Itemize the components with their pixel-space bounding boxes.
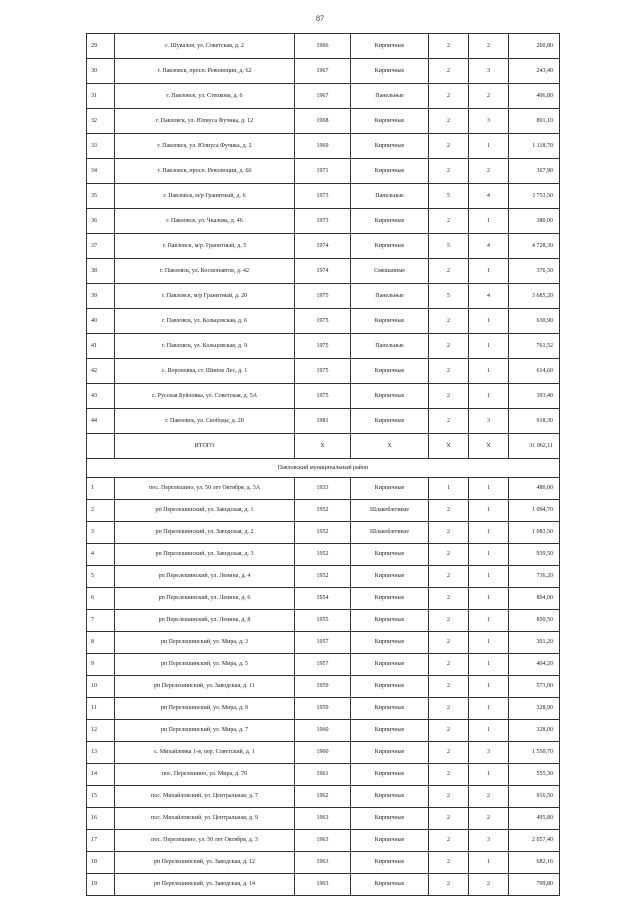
floors-cell: 2 (429, 830, 469, 852)
entrances-cell: 1 (469, 522, 509, 544)
area-cell: 1 118,70 (509, 134, 560, 159)
row-number-cell: 29 (87, 34, 115, 59)
floors-cell: 2 (429, 384, 469, 409)
material-cell: Панельные (351, 284, 429, 309)
entrances-cell: 1 (469, 566, 509, 588)
year-cell: 1955 (295, 610, 351, 632)
area-cell: 404,20 (509, 654, 560, 676)
address-cell: рп Перелешинский, ул. Ленина, д. 8 (115, 610, 295, 632)
table-row (87, 409, 560, 434)
year-cell: 1963 (295, 808, 351, 830)
floors-cell: 2 (429, 109, 469, 134)
section-title: Павловский муниципальный район (87, 459, 560, 478)
table-row (87, 852, 560, 874)
year-cell: 1974 (295, 234, 351, 259)
row-number-cell: 38 (87, 259, 115, 284)
area-cell: 614,60 (509, 359, 560, 384)
year-cell: 1967 (295, 59, 351, 84)
year-cell: 1952 (295, 500, 351, 522)
entrances-cell: 1 (469, 720, 509, 742)
table-row (87, 209, 560, 234)
area-cell: 1 083,50 (509, 522, 560, 544)
entrances-cell: 3 (469, 109, 509, 134)
table-row (87, 284, 560, 309)
row-number-cell: 17 (87, 830, 115, 852)
year-cell: 1962 (295, 786, 351, 808)
table-row (87, 874, 560, 896)
floors-cell: 2 (429, 742, 469, 764)
total-year: X (295, 434, 351, 459)
entrances-cell: 1 (469, 764, 509, 786)
material-cell: Кирпичные (351, 742, 429, 764)
table-row (87, 500, 560, 522)
table-row (87, 109, 560, 134)
area-cell: 3 753,50 (509, 184, 560, 209)
table-row (87, 478, 560, 500)
area-cell: 939,50 (509, 544, 560, 566)
floors-cell: 2 (429, 334, 469, 359)
row-number-cell: 19 (87, 874, 115, 896)
row-number-cell: 5 (87, 566, 115, 588)
entrances-cell: 1 (469, 610, 509, 632)
material-cell: Кирпичные (351, 720, 429, 742)
row-number-cell: 37 (87, 234, 115, 259)
area-cell: 682,16 (509, 852, 560, 874)
year-cell: 1973 (295, 184, 351, 209)
table-row (87, 84, 560, 109)
address-cell: г. Павловск, ул. Кольцовская, д. 6 (115, 309, 295, 334)
floors-cell: 2 (429, 359, 469, 384)
table-row (87, 566, 560, 588)
entrances-cell: 1 (469, 334, 509, 359)
material-cell: Панельные (351, 334, 429, 359)
area-cell: 406,80 (509, 84, 560, 109)
address-cell: г. Павловск, ул. Чкалова, д. 46 (115, 209, 295, 234)
table-row (87, 654, 560, 676)
year-cell: 1971 (295, 159, 351, 184)
year-cell: 1975 (295, 384, 351, 409)
year-cell: 1973 (295, 209, 351, 234)
entrances-cell: 1 (469, 632, 509, 654)
floors-cell: 2 (429, 544, 469, 566)
entrances-cell: 1 (469, 209, 509, 234)
entrances-cell: 3 (469, 59, 509, 84)
material-cell: Кирпичные (351, 478, 429, 500)
address-cell: г. Павловск, просп. Революции, д. 66 (115, 159, 295, 184)
address-cell: г. Павловск, м/р. Гранитный, д. 5 (115, 234, 295, 259)
row-number-cell: 15 (87, 786, 115, 808)
area-cell: 916,50 (509, 786, 560, 808)
material-cell: Кирпичные (351, 808, 429, 830)
row-number-cell: 12 (87, 720, 115, 742)
row-number-cell: 11 (87, 698, 115, 720)
area-cell: 4 728,30 (509, 234, 560, 259)
table-row (87, 830, 560, 852)
floors-cell: 2 (429, 59, 469, 84)
entrances-cell: 2 (469, 84, 509, 109)
table-row (87, 698, 560, 720)
area-cell: 376,50 (509, 259, 560, 284)
year-cell: 1963 (295, 852, 351, 874)
floors-cell: 2 (429, 852, 469, 874)
address-cell: пос. Перелешино, ул. Мира, д. 70 (115, 764, 295, 786)
entrances-cell: 2 (469, 808, 509, 830)
address-cell: г. Павловск, м/р Гранитный, д. 6 (115, 184, 295, 209)
address-cell: рп Перелешинский, ул. Заводская, д. 3 (115, 544, 295, 566)
row-number-cell: 33 (87, 134, 115, 159)
table-row (87, 184, 560, 209)
row-number-cell: 14 (87, 764, 115, 786)
address-cell: рп Перелешинский, ул. Ленина, д. 6 (115, 588, 295, 610)
entrances-cell: 3 (469, 742, 509, 764)
area-cell: 1 094,70 (509, 500, 560, 522)
floors-cell: 2 (429, 500, 469, 522)
area-cell: 495,80 (509, 808, 560, 830)
row-number-cell: 31 (87, 84, 115, 109)
floors-cell: 2 (429, 588, 469, 610)
address-cell: с. Михайловка 1-я, пер. Советский, д. 1 (115, 742, 295, 764)
floors-cell: 2 (429, 786, 469, 808)
address-cell: рп Перелешинский, ул. Мира, д. 5 (115, 654, 295, 676)
entrances-cell: 3 (469, 409, 509, 434)
row-number-cell: 42 (87, 359, 115, 384)
floors-cell: 2 (429, 566, 469, 588)
row-number-cell: 40 (87, 309, 115, 334)
section-header-row (87, 459, 560, 478)
year-cell: 1969 (295, 134, 351, 159)
row-number-cell: 8 (87, 632, 115, 654)
address-cell: пос. Михайловский, ул. Центральная, д. 7 (115, 786, 295, 808)
table-row (87, 59, 560, 84)
entrances-cell: 1 (469, 544, 509, 566)
material-cell: Кирпичные (351, 654, 429, 676)
year-cell: 1974 (295, 259, 351, 284)
address-cell: рп Перелешинский, ул. Ленина, д. 4 (115, 566, 295, 588)
address-cell: рп Перелешинский, ул. Заводская, д. 2 (115, 522, 295, 544)
material-cell: Кирпичные (351, 234, 429, 259)
table-row (87, 610, 560, 632)
year-cell: 1975 (295, 334, 351, 359)
material-cell: Кирпичные (351, 134, 429, 159)
material-cell: Кирпичные (351, 830, 429, 852)
year-cell: 1975 (295, 309, 351, 334)
table-row (87, 720, 560, 742)
address-cell: рп Перелешинский, ул. Мира, д. 7 (115, 720, 295, 742)
table-row (87, 676, 560, 698)
row-number-cell: 44 (87, 409, 115, 434)
area-cell: 393,40 (509, 384, 560, 409)
row-number-cell: 32 (87, 109, 115, 134)
area-cell: 380,00 (509, 209, 560, 234)
entrances-cell: 2 (469, 874, 509, 896)
area-cell: 328,90 (509, 698, 560, 720)
table-row (87, 134, 560, 159)
total-spacer (87, 434, 115, 459)
area-cell: 243,40 (509, 59, 560, 84)
floors-cell: 2 (429, 654, 469, 676)
address-cell: г. Павловск, ул. Свободы, д. 20 (115, 409, 295, 434)
floors-cell: 2 (429, 409, 469, 434)
address-cell: г. Павловск, ул. Кольцовская, д. 9 (115, 334, 295, 359)
entrances-cell: 4 (469, 184, 509, 209)
area-cell: 573,00 (509, 676, 560, 698)
area-cell: 301,20 (509, 632, 560, 654)
year-cell: 1975 (295, 359, 351, 384)
floors-cell: 5 (429, 184, 469, 209)
material-cell: Кирпичные (351, 309, 429, 334)
year-cell: 1957 (295, 654, 351, 676)
area-cell: 3 685,20 (509, 284, 560, 309)
year-cell: 1960 (295, 720, 351, 742)
year-cell: 1957 (295, 632, 351, 654)
area-cell: 850,50 (509, 610, 560, 632)
floors-cell: 2 (429, 209, 469, 234)
table-row (87, 234, 560, 259)
year-cell: 1968 (295, 109, 351, 134)
row-number-cell: 9 (87, 654, 115, 676)
entrances-cell: 1 (469, 852, 509, 874)
entrances-cell: 1 (469, 698, 509, 720)
area-cell: 555,30 (509, 764, 560, 786)
entrances-cell: 1 (469, 134, 509, 159)
entrances-cell: 2 (469, 34, 509, 59)
table-row (87, 359, 560, 384)
total-entrances: X (469, 434, 509, 459)
year-cell: 1981 (295, 409, 351, 434)
area-cell: 799,80 (509, 874, 560, 896)
material-cell: Кирпичные (351, 588, 429, 610)
floors-cell: 2 (429, 522, 469, 544)
row-number-cell: 39 (87, 284, 115, 309)
floors-cell: 2 (429, 309, 469, 334)
entrances-cell: 1 (469, 309, 509, 334)
entrances-cell: 1 (469, 259, 509, 284)
material-cell: Кирпичные (351, 566, 429, 588)
material-cell: Кирпичные (351, 159, 429, 184)
row-number-cell: 41 (87, 334, 115, 359)
area-cell: 630,90 (509, 309, 560, 334)
entrances-cell: 1 (469, 676, 509, 698)
floors-cell: 2 (429, 159, 469, 184)
row-number-cell: 30 (87, 59, 115, 84)
housing-registry-table (86, 33, 560, 896)
floors-cell: 2 (429, 808, 469, 830)
table-body-top (87, 34, 560, 434)
area-cell: 736,20 (509, 566, 560, 588)
table-row (87, 786, 560, 808)
year-cell: 1963 (295, 874, 351, 896)
material-cell: Кирпичные (351, 384, 429, 409)
address-cell: г. Павловск, м/р Гранитный, д. 20 (115, 284, 295, 309)
address-cell: г. Павловск, ул. Юлиуса Фучика, д. 12 (115, 109, 295, 134)
area-cell: 367,90 (509, 159, 560, 184)
floors-cell: 2 (429, 84, 469, 109)
address-cell: рп Перелешинский, ул. Мира, д. 9 (115, 698, 295, 720)
floors-cell: 2 (429, 610, 469, 632)
table-row (87, 808, 560, 830)
material-cell: Кирпичные (351, 852, 429, 874)
year-cell: 1961 (295, 764, 351, 786)
year-cell: 1966 (295, 34, 351, 59)
entrances-cell: 1 (469, 500, 509, 522)
total-material: X (351, 434, 429, 459)
area-cell: 480,00 (509, 478, 560, 500)
material-cell: Панельные (351, 184, 429, 209)
area-cell: 260,80 (509, 34, 560, 59)
table-row (87, 34, 560, 59)
area-cell: 761,52 (509, 334, 560, 359)
address-cell: г. Павловск, просп. Революции, д. 62 (115, 59, 295, 84)
row-number-cell: 4 (87, 544, 115, 566)
material-cell: Кирпичные (351, 632, 429, 654)
entrances-cell: 3 (469, 830, 509, 852)
address-cell: рп Перелешинский, ул. Заводская, д. 1 (115, 500, 295, 522)
table-row (87, 309, 560, 334)
material-cell: Кирпичные (351, 610, 429, 632)
row-number-cell: 34 (87, 159, 115, 184)
material-cell: Кирпичные (351, 109, 429, 134)
table-row (87, 742, 560, 764)
material-cell: Кирпичные (351, 786, 429, 808)
year-cell: 1954 (295, 588, 351, 610)
year-cell: 1959 (295, 698, 351, 720)
row-number-cell: 10 (87, 676, 115, 698)
row-number-cell: 35 (87, 184, 115, 209)
table-row (87, 544, 560, 566)
table-row (87, 259, 560, 284)
row-number-cell: 6 (87, 588, 115, 610)
floors-cell: 5 (429, 234, 469, 259)
area-cell: 891,10 (509, 109, 560, 134)
floors-cell: 2 (429, 676, 469, 698)
table-total (87, 434, 560, 478)
year-cell: 1960 (295, 742, 351, 764)
table-row (87, 522, 560, 544)
entrances-cell: 4 (469, 284, 509, 309)
material-cell: Кирпичные (351, 874, 429, 896)
area-cell: 918,30 (509, 409, 560, 434)
year-cell: 1952 (295, 522, 351, 544)
entrances-cell: 1 (469, 478, 509, 500)
entrances-cell: 4 (469, 234, 509, 259)
year-cell: 1963 (295, 830, 351, 852)
row-number-cell: 16 (87, 808, 115, 830)
floors-cell: 2 (429, 720, 469, 742)
floors-cell: 2 (429, 34, 469, 59)
year-cell: 1967 (295, 84, 351, 109)
total-floors: X (429, 434, 469, 459)
year-cell: 1959 (295, 676, 351, 698)
row-number-cell: 3 (87, 522, 115, 544)
floors-cell: 2 (429, 698, 469, 720)
address-cell: рп Перелешинский, ул. Заводская, д. 12 (115, 852, 295, 874)
material-cell: Кирпичные (351, 209, 429, 234)
floors-cell: 2 (429, 259, 469, 284)
year-cell: 1933 (295, 478, 351, 500)
row-number-cell: 36 (87, 209, 115, 234)
table-row (87, 384, 560, 409)
page-number: 87 (316, 14, 324, 23)
material-cell: Кирпичные (351, 359, 429, 384)
material-cell: Кирпичные (351, 698, 429, 720)
total-label: ИТОГО (115, 434, 295, 459)
year-cell: 1952 (295, 544, 351, 566)
entrances-cell: 2 (469, 159, 509, 184)
material-cell: Кирпичные (351, 409, 429, 434)
row-number-cell: 2 (87, 500, 115, 522)
material-cell: Кирпичные (351, 676, 429, 698)
material-cell: Кирпичные (351, 544, 429, 566)
area-cell: 328,00 (509, 720, 560, 742)
material-cell: Шлакоблочные (351, 500, 429, 522)
floors-cell: 2 (429, 134, 469, 159)
row-number-cell: 13 (87, 742, 115, 764)
table-row (87, 632, 560, 654)
area-cell: 894,00 (509, 588, 560, 610)
address-cell: рп Перелешинский, ул. Заводская, д. 14 (115, 874, 295, 896)
total-area: 31 062,11 (509, 434, 560, 459)
address-cell: г. Павловск, ул. Степкова, д. 6 (115, 84, 295, 109)
year-cell: 1975 (295, 284, 351, 309)
area-cell: 2 057,40 (509, 830, 560, 852)
row-number-cell: 43 (87, 384, 115, 409)
floors-cell: 5 (429, 284, 469, 309)
address-cell: с. Шувалов, ул. Советская, д. 2 (115, 34, 295, 59)
year-cell: 1952 (295, 566, 351, 588)
entrances-cell: 1 (469, 384, 509, 409)
entrances-cell: 1 (469, 588, 509, 610)
row-number-cell: 7 (87, 610, 115, 632)
floors-cell: 1 (429, 478, 469, 500)
entrances-cell: 1 (469, 654, 509, 676)
floors-cell: 2 (429, 874, 469, 896)
material-cell: Кирпичные (351, 34, 429, 59)
material-cell: Панельные (351, 84, 429, 109)
address-cell: рп Перелешинский, ул. Заводская, д. 11 (115, 676, 295, 698)
table-row (87, 159, 560, 184)
material-cell: Кирпичные (351, 764, 429, 786)
material-cell: Кирпичные (351, 59, 429, 84)
address-cell: пос. Михайловский, ул. Центральная, д. 9 (115, 808, 295, 830)
table-body-bottom (87, 478, 560, 896)
material-cell: Шлакоблочные (351, 522, 429, 544)
address-cell: г. Павловск, ул. Космонавтов, д. 42 (115, 259, 295, 284)
table-row (87, 588, 560, 610)
address-cell: с. Русская Буйловка, ул. Советская, д. 5А (115, 384, 295, 409)
row-number-cell: 1 (87, 478, 115, 500)
address-cell: пос. Перелешино, ул. 50 лет Октября, д. 3А (115, 478, 295, 500)
area-cell: 1 550,70 (509, 742, 560, 764)
entrances-cell: 1 (469, 359, 509, 384)
floors-cell: 2 (429, 632, 469, 654)
material-cell: Смешанные (351, 259, 429, 284)
address-cell: с. Вороновка, ст. Шипов Лес, д. 1 (115, 359, 295, 384)
address-cell: пос. Перелешино, ул. 50 лет Октября, д. 3 (115, 830, 295, 852)
address-cell: рп Перелешинский, ул. Мира, д. 3 (115, 632, 295, 654)
table-row (87, 764, 560, 786)
floors-cell: 2 (429, 764, 469, 786)
total-row (87, 434, 560, 459)
row-number-cell: 18 (87, 852, 115, 874)
table-row (87, 334, 560, 359)
entrances-cell: 2 (469, 786, 509, 808)
address-cell: г. Павловск, ул. Юлиуса Фучика, д. 2 (115, 134, 295, 159)
